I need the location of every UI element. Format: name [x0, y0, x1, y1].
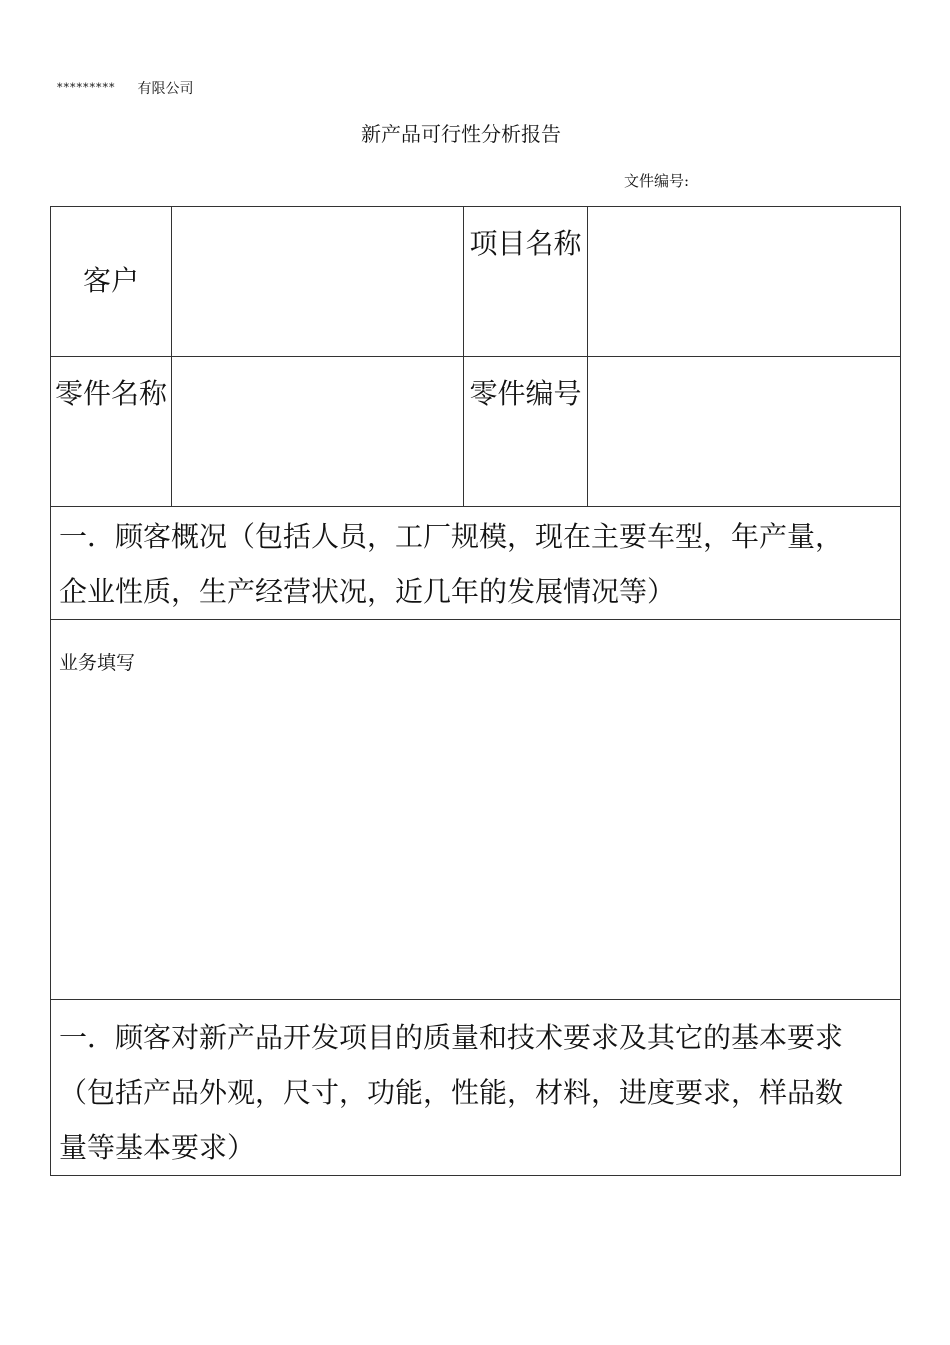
page-title: 新产品可行性分析报告 [361, 122, 561, 146]
customer-label: 客户 [51, 207, 172, 357]
project-name-label: 项目名称 [464, 207, 588, 357]
company-line [57, 78, 194, 98]
section1-heading-cell [51, 507, 901, 620]
part-name-label: 零件名称 [51, 357, 172, 507]
section1-hint: 业务填写 [59, 652, 136, 674]
customer-value-cell[interactable] [172, 207, 464, 357]
company-name: 有限公司 [137, 81, 194, 97]
report-form-table [50, 206, 901, 1176]
part-number-value-cell[interactable] [588, 357, 901, 507]
section2-heading: 一．顾客对新产品开发项目的质量和技术要求及其它的基本要求（包括产品外观，尺寸，功能，性能，材料，进度要求，样品数量等基本要求） [59, 1021, 844, 1164]
section2-heading-cell [51, 1000, 901, 1176]
part-name-value-cell[interactable] [172, 357, 464, 507]
project-name-value-cell[interactable] [588, 207, 901, 357]
part-number-label: 零件编号 [464, 357, 588, 507]
section1-fill-area[interactable] [51, 620, 901, 1000]
doc-number-label: 文件编号: [624, 172, 690, 190]
section1-heading: 一．顾客概况（包括人员，工厂规模，现在主要车型，年产量，企业性质，生产经营状况，近几年的发展情况等） [59, 520, 844, 608]
company-prefix: ********* [57, 81, 116, 94]
